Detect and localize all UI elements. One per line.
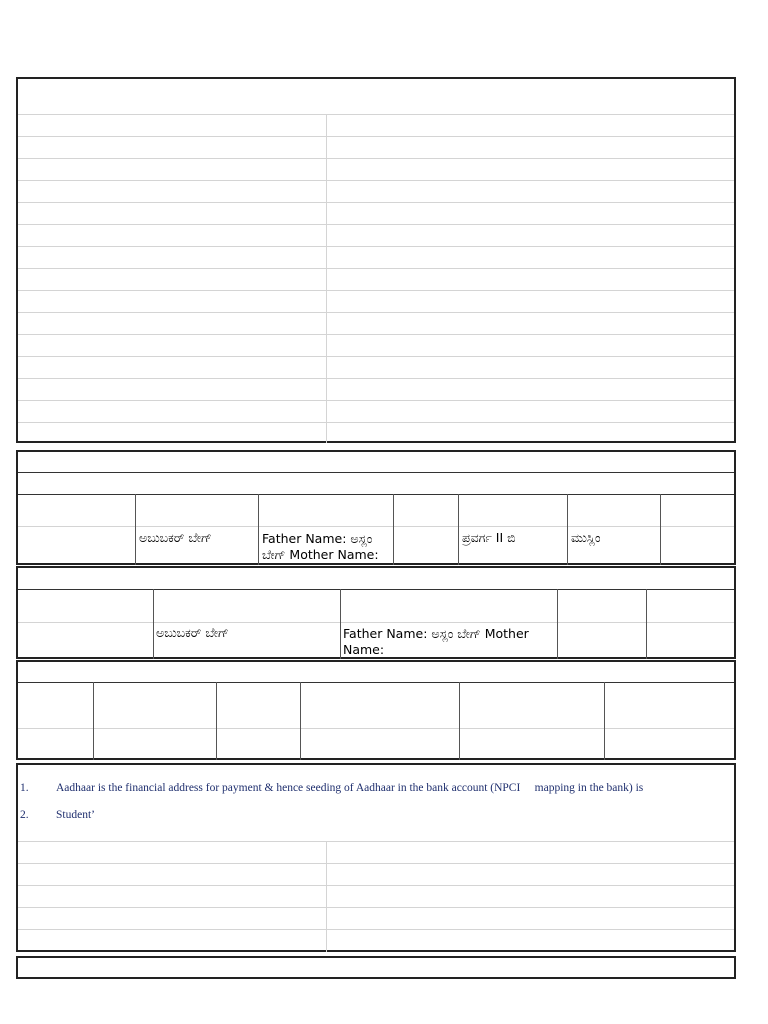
section-academic-details	[16, 660, 736, 760]
section-footer	[16, 956, 736, 979]
section-bank-details	[16, 763, 736, 952]
category-value: ಪ್ರವರ್ಗ II ಬಿ	[462, 530, 516, 545]
note-2-text: Student’	[56, 809, 95, 821]
parent-names-line2: ಬೇಗ್ Mother Name:	[262, 547, 379, 562]
section-personal-details	[16, 77, 736, 443]
religion-value: ಮುಸ್ಲಿಂ	[571, 530, 601, 545]
parent-names	[262, 531, 392, 563]
section-student-details	[16, 566, 736, 659]
parent-names-line1: Father Name: ಅಸ್ಲಂ	[262, 531, 373, 546]
note-1-text: Aadhaar is the financial address for payment & hence seeding of Aadhaar in the bank account (NPCI mapping in the bank) is	[56, 782, 644, 794]
note-2-number: 2.	[20, 809, 29, 821]
note-1-number: 1.	[20, 782, 29, 794]
student-parent-line1: Father Name: ಅಸ್ಲಂ ಬೇಗ್ Mother	[343, 626, 529, 641]
student-name: ಅಬುಬಕರ್ ಬೇಗ್	[156, 625, 229, 640]
member-name: ಅಬುಬಕರ್ ಬೇಗ್	[139, 530, 212, 545]
student-parent-line2: Name:	[343, 642, 385, 657]
section-family-details	[16, 450, 736, 565]
student-parent-names	[343, 626, 553, 658]
